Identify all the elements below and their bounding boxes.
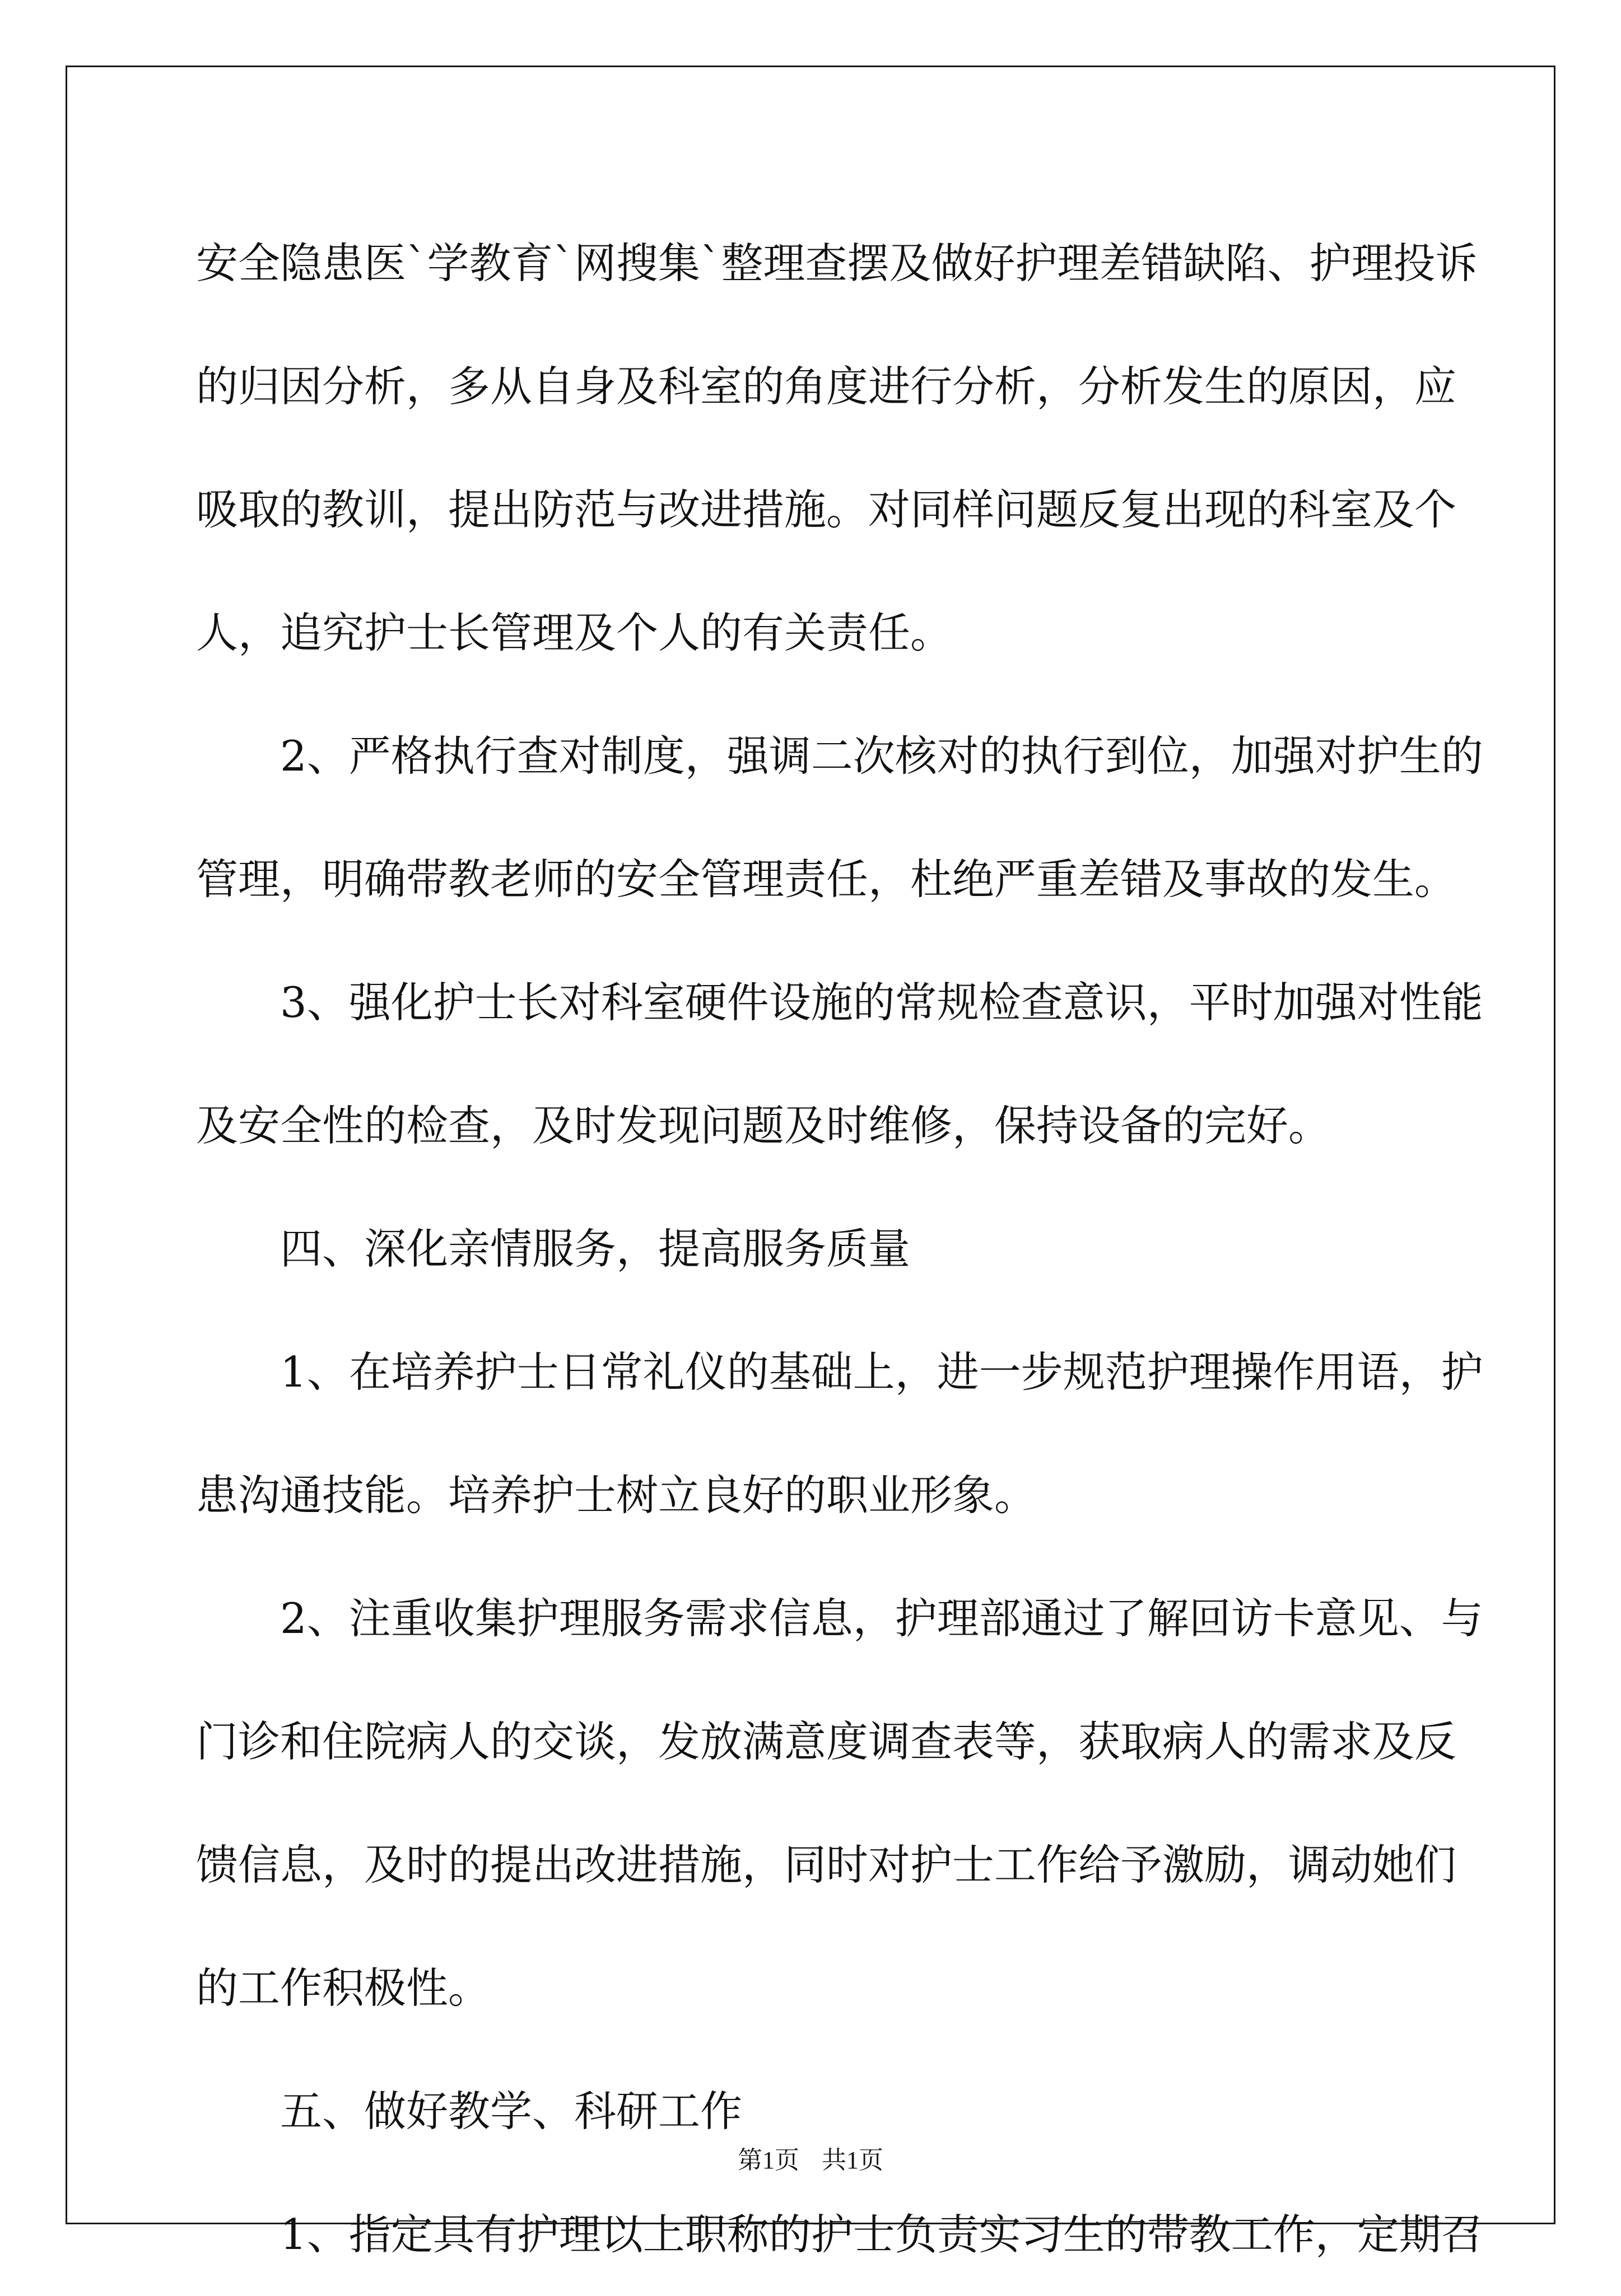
text-line: 人，追究护士长管理及个人的有关责任。 (196, 608, 953, 657)
text-line: 患沟通技能。培养护士树立良好的职业形象。 (196, 1471, 1037, 1520)
text-line: 的工作积极性。 (196, 1963, 491, 2013)
section-heading: 四、深化亲情服务，提高服务质量 (280, 1224, 911, 1273)
text-line: 安全隐患医`学教育`网搜集`整理查摆及做好护理差错缺陷、护理投诉 (196, 239, 1478, 288)
text-line: 1、在培养护士日常礼仪的基础上，进一步规范护理操作用语，护 (280, 1347, 1483, 1397)
page-number: 第1页 (738, 2146, 799, 2174)
text-line: 及安全性的检查，及时发现问题及时维修，保持设备的完好。 (196, 1101, 1331, 1150)
text-line: 2、注重收集护理服务需求信息，护理部通过了解回访卡意见、与 (280, 1594, 1483, 1643)
text-line: 3、强化护士长对科室硬件设施的常规检查意识，平时加强对性能 (280, 978, 1483, 1027)
text-line: 管理，明确带教老师的安全管理责任，杜绝严重差错及事故的发生。 (196, 855, 1457, 904)
page-footer (0, 2144, 1621, 2177)
text-line: 1、指定具有护理以上职称的护士负责实习生的带教工作，定期召 (280, 2210, 1483, 2259)
page-total: 共1页 (822, 2146, 883, 2174)
text-line: 门诊和住院病人的交谈，发放满意度调查表等，获取病人的需求及反 (196, 1717, 1457, 1766)
text-line: 吸取的教训，提出防范与改进措施。对同样问题反复出现的科室及个 (196, 485, 1457, 534)
section-heading: 五、做好教学、科研工作 (280, 2087, 743, 2136)
document-body (196, 202, 1483, 2296)
text-line: 馈信息，及时的提出改进措施，同时对护士工作给予激励，调动她们 (196, 1840, 1457, 1889)
text-line: 2、严格执行查对制度，强调二次核对的执行到位，加强对护生的 (280, 731, 1483, 781)
text-line: 的归因分析，多从自身及科室的角度进行分析，分析发生的原因，应 (196, 362, 1457, 411)
